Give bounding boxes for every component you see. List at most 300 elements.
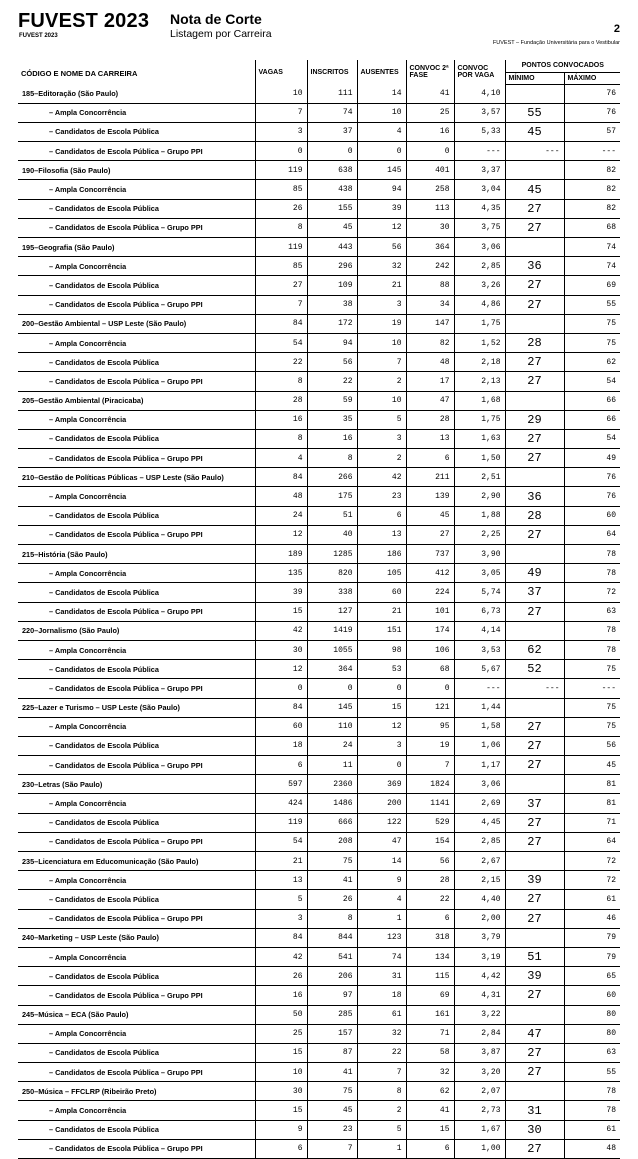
minimo-cell — [505, 1005, 564, 1024]
minimo-cell: 28 — [505, 506, 564, 525]
maximo-cell: 76 — [564, 84, 620, 103]
maximo-cell: 46 — [564, 909, 620, 928]
course-name: – Candidatos de Escola Pública — [18, 276, 255, 295]
course-name: – Candidatos de Escola Pública – Grupo PPI — [18, 295, 255, 314]
maximo-cell: 76 — [564, 103, 620, 122]
course-name: 250–Música – FFCLRP (Ribeirão Preto) — [18, 1082, 255, 1101]
quota-row — [18, 353, 620, 372]
convoc-2-fase-cell: 58 — [406, 1043, 454, 1062]
minimo-cell — [505, 161, 564, 180]
header-inscritos: INSCRITOS — [307, 60, 357, 84]
inscritos-cell: 26 — [307, 890, 357, 909]
maximo-cell: 45 — [564, 756, 620, 775]
maximo-cell: 74 — [564, 238, 620, 257]
minimo-cell: 45 — [505, 122, 564, 141]
convoc-2-fase-cell: 28 — [406, 871, 454, 890]
inscritos-cell: 8 — [307, 909, 357, 928]
maximo-cell: 75 — [564, 717, 620, 736]
ausentes-cell: 32 — [357, 257, 406, 276]
course-name: – Candidatos de Escola Pública – Grupo PPI — [18, 679, 255, 698]
vagas-cell: 10 — [255, 84, 307, 103]
maximo-cell: 60 — [564, 506, 620, 525]
minimo-cell: 28 — [505, 333, 564, 352]
inscritos-cell: 75 — [307, 852, 357, 871]
inscritos-cell: 844 — [307, 928, 357, 947]
convoc-por-vaga-cell: 1,17 — [454, 756, 505, 775]
convoc-2-fase-cell: 224 — [406, 583, 454, 602]
course-name: – Candidatos de Escola Pública – Grupo PPI — [18, 218, 255, 237]
results-table — [18, 60, 620, 1159]
inscritos-cell: 7 — [307, 1139, 357, 1158]
convoc-por-vaga-cell: 2,90 — [454, 487, 505, 506]
vagas-cell: 84 — [255, 928, 307, 947]
quota-row — [18, 122, 620, 141]
vagas-cell: 6 — [255, 756, 307, 775]
vagas-cell: 6 — [255, 1139, 307, 1158]
minimo-cell: 27 — [505, 813, 564, 832]
course-name: – Candidatos de Escola Pública – Grupo PPI — [18, 986, 255, 1005]
vagas-cell: 7 — [255, 103, 307, 122]
quota-row — [18, 813, 620, 832]
convoc-2-fase-cell: 412 — [406, 564, 454, 583]
course-name: 205–Gestão Ambiental (Piracicaba) — [18, 391, 255, 410]
course-name: – Candidatos de Escola Pública – Grupo PPI — [18, 756, 255, 775]
inscritos-cell: 11 — [307, 756, 357, 775]
minimo-cell: 27 — [505, 602, 564, 621]
ausentes-cell: 18 — [357, 986, 406, 1005]
convoc-2-fase-cell: 364 — [406, 238, 454, 257]
convoc-por-vaga-cell: 2,18 — [454, 353, 505, 372]
course-name: – Ampla Concorrência — [18, 410, 255, 429]
quota-row — [18, 909, 620, 928]
quota-row — [18, 180, 620, 199]
inscritos-cell: 438 — [307, 180, 357, 199]
maximo-cell: 49 — [564, 449, 620, 468]
course-name: – Candidatos de Escola Pública – Grupo PPI — [18, 602, 255, 621]
convoc-2-fase-cell: 34 — [406, 295, 454, 314]
inscritos-cell: 1419 — [307, 621, 357, 640]
maximo-cell: 60 — [564, 986, 620, 1005]
course-name: – Candidatos de Escola Pública – Grupo PPI — [18, 525, 255, 544]
inscritos-cell: 110 — [307, 717, 357, 736]
convoc-por-vaga-cell: 3,87 — [454, 1043, 505, 1062]
ausentes-cell: 19 — [357, 314, 406, 333]
minimo-cell: 27 — [505, 756, 564, 775]
inscritos-cell: 157 — [307, 1024, 357, 1043]
convoc-2-fase-cell: 19 — [406, 736, 454, 755]
ausentes-cell: 12 — [357, 717, 406, 736]
maximo-cell: 79 — [564, 928, 620, 947]
convoc-2-fase-cell: 41 — [406, 1101, 454, 1120]
ausentes-cell: 105 — [357, 564, 406, 583]
vagas-cell: 21 — [255, 852, 307, 871]
ausentes-cell: 5 — [357, 1120, 406, 1139]
maximo-cell: 76 — [564, 487, 620, 506]
quota-row — [18, 986, 620, 1005]
ausentes-cell: 2 — [357, 449, 406, 468]
minimo-cell — [505, 1082, 564, 1101]
inscritos-cell: 94 — [307, 333, 357, 352]
inscritos-cell: 51 — [307, 506, 357, 525]
vagas-cell: 5 — [255, 890, 307, 909]
course-name: – Candidatos de Escola Pública – Grupo PPI — [18, 1063, 255, 1082]
course-name: – Candidatos de Escola Pública — [18, 660, 255, 679]
career-row — [18, 468, 620, 487]
career-row — [18, 621, 620, 640]
maximo-cell: 81 — [564, 775, 620, 794]
maximo-cell: 79 — [564, 947, 620, 966]
vagas-cell: 15 — [255, 602, 307, 621]
vagas-cell: 10 — [255, 1063, 307, 1082]
vagas-cell: 42 — [255, 947, 307, 966]
ausentes-cell: 145 — [357, 161, 406, 180]
ausentes-cell: 60 — [357, 583, 406, 602]
quota-row — [18, 1063, 620, 1082]
convoc-2-fase-cell: 737 — [406, 545, 454, 564]
vagas-cell: 12 — [255, 660, 307, 679]
inscritos-cell: 541 — [307, 947, 357, 966]
ausentes-cell: 4 — [357, 122, 406, 141]
minimo-cell: 62 — [505, 640, 564, 659]
career-row — [18, 1005, 620, 1024]
convoc-2-fase-cell: 115 — [406, 967, 454, 986]
convoc-2-fase-cell: 71 — [406, 1024, 454, 1043]
vagas-cell: 18 — [255, 736, 307, 755]
minimo-cell: 27 — [505, 372, 564, 391]
convoc-por-vaga-cell: 2,85 — [454, 832, 505, 851]
convoc-2-fase-cell: 174 — [406, 621, 454, 640]
vagas-cell: 85 — [255, 180, 307, 199]
inscritos-cell: 206 — [307, 967, 357, 986]
inscritos-cell: 2360 — [307, 775, 357, 794]
inscritos-cell: 40 — [307, 525, 357, 544]
course-name: – Candidatos de Escola Pública – Grupo PPI — [18, 142, 255, 161]
vagas-cell: 26 — [255, 199, 307, 218]
maximo-cell: 75 — [564, 314, 620, 333]
table-header — [18, 60, 620, 84]
maximo-cell: 80 — [564, 1024, 620, 1043]
minimo-cell: 30 — [505, 1120, 564, 1139]
inscritos-cell: 87 — [307, 1043, 357, 1062]
convoc-por-vaga-cell: 3,53 — [454, 640, 505, 659]
convoc-por-vaga-cell: 2,51 — [454, 468, 505, 487]
course-name: – Ampla Concorrência — [18, 1024, 255, 1043]
quota-row — [18, 218, 620, 237]
minimo-cell — [505, 468, 564, 487]
ausentes-cell: 10 — [357, 103, 406, 122]
course-name: 215–História (São Paulo) — [18, 545, 255, 564]
convoc-por-vaga-cell: 2,84 — [454, 1024, 505, 1043]
header-maximo: MÁXIMO — [564, 72, 620, 84]
convoc-por-vaga-cell: 1,68 — [454, 391, 505, 410]
maximo-cell: 64 — [564, 832, 620, 851]
maximo-cell: 64 — [564, 525, 620, 544]
convoc-2-fase-cell: 6 — [406, 1139, 454, 1158]
ausentes-cell: 39 — [357, 199, 406, 218]
inscritos-cell: 208 — [307, 832, 357, 851]
maximo-cell: 80 — [564, 1005, 620, 1024]
minimo-cell: 39 — [505, 871, 564, 890]
vagas-cell: 24 — [255, 506, 307, 525]
ausentes-cell: 32 — [357, 1024, 406, 1043]
ausentes-cell: 200 — [357, 794, 406, 813]
minimo-cell: 27 — [505, 353, 564, 372]
convoc-por-vaga-cell: 3,22 — [454, 1005, 505, 1024]
quota-row — [18, 276, 620, 295]
course-name: 220–Jornalismo (São Paulo) — [18, 621, 255, 640]
vagas-cell: 84 — [255, 698, 307, 717]
convoc-2-fase-cell: 401 — [406, 161, 454, 180]
inscritos-cell: 41 — [307, 1063, 357, 1082]
maximo-cell: 63 — [564, 1043, 620, 1062]
ausentes-cell: 7 — [357, 1063, 406, 1082]
inscritos-cell: 666 — [307, 813, 357, 832]
minimo-cell: 52 — [505, 660, 564, 679]
career-row — [18, 698, 620, 717]
organization-name: FUVEST – Fundação Universitária para o Vestibular — [492, 40, 620, 46]
minimo-cell: 55 — [505, 103, 564, 122]
course-name: – Candidatos de Escola Pública — [18, 353, 255, 372]
vagas-cell: 54 — [255, 333, 307, 352]
inscritos-cell: 45 — [307, 218, 357, 237]
convoc-por-vaga-cell: 1,00 — [454, 1139, 505, 1158]
course-name: 245–Música – ECA (São Paulo) — [18, 1005, 255, 1024]
ausentes-cell: 14 — [357, 852, 406, 871]
convoc-2-fase-cell: 147 — [406, 314, 454, 333]
convoc-por-vaga-cell: 3,26 — [454, 276, 505, 295]
convoc-por-vaga-cell: 4,31 — [454, 986, 505, 1005]
maximo-cell: 82 — [564, 180, 620, 199]
convoc-2-fase-cell: 258 — [406, 180, 454, 199]
maximo-cell: --- — [564, 142, 620, 161]
minimo-cell: 27 — [505, 1139, 564, 1158]
convoc-por-vaga-cell: 3,75 — [454, 218, 505, 237]
vagas-cell: 16 — [255, 410, 307, 429]
maximo-cell: 54 — [564, 429, 620, 448]
maximo-cell: 74 — [564, 257, 620, 276]
minimo-cell: 39 — [505, 967, 564, 986]
convoc-por-vaga-cell: 5,67 — [454, 660, 505, 679]
quota-row — [18, 1139, 620, 1158]
career-row — [18, 775, 620, 794]
maximo-cell: 55 — [564, 1063, 620, 1082]
vagas-cell: 60 — [255, 717, 307, 736]
inscritos-cell: 109 — [307, 276, 357, 295]
ausentes-cell: 3 — [357, 295, 406, 314]
convoc-2-fase-cell: 88 — [406, 276, 454, 295]
convoc-por-vaga-cell: 4,40 — [454, 890, 505, 909]
minimo-cell: 36 — [505, 487, 564, 506]
convoc-2-fase-cell: 69 — [406, 986, 454, 1005]
maximo-cell: 72 — [564, 852, 620, 871]
minimo-cell: 27 — [505, 525, 564, 544]
convoc-2-fase-cell: 134 — [406, 947, 454, 966]
ausentes-cell: 14 — [357, 84, 406, 103]
quota-row — [18, 257, 620, 276]
convoc-2-fase-cell: 62 — [406, 1082, 454, 1101]
course-name: – Candidatos de Escola Pública — [18, 429, 255, 448]
maximo-cell: 54 — [564, 372, 620, 391]
vagas-cell: 0 — [255, 142, 307, 161]
convoc-por-vaga-cell: 4,45 — [454, 813, 505, 832]
inscritos-cell: 97 — [307, 986, 357, 1005]
career-row — [18, 545, 620, 564]
vagas-cell: 30 — [255, 640, 307, 659]
convoc-2-fase-cell: 139 — [406, 487, 454, 506]
header-convoc-por-vaga: CONVOC POR VAGA — [454, 60, 505, 84]
maximo-cell: 65 — [564, 967, 620, 986]
vagas-cell: 135 — [255, 564, 307, 583]
ausentes-cell: 369 — [357, 775, 406, 794]
header-ausentes: AUSENTES — [357, 60, 406, 84]
convoc-por-vaga-cell: 2,85 — [454, 257, 505, 276]
convoc-por-vaga-cell: 3,04 — [454, 180, 505, 199]
maximo-cell: 78 — [564, 1101, 620, 1120]
quota-row — [18, 660, 620, 679]
inscritos-cell: 0 — [307, 142, 357, 161]
inscritos-cell: 285 — [307, 1005, 357, 1024]
course-name: – Ampla Concorrência — [18, 180, 255, 199]
minimo-cell — [505, 84, 564, 103]
minimo-cell: 29 — [505, 410, 564, 429]
maximo-cell: 61 — [564, 890, 620, 909]
inscritos-cell: 155 — [307, 199, 357, 218]
quota-row — [18, 333, 620, 352]
quota-row — [18, 1120, 620, 1139]
convoc-por-vaga-cell: 3,79 — [454, 928, 505, 947]
vagas-cell: 119 — [255, 161, 307, 180]
vagas-cell: 13 — [255, 871, 307, 890]
quota-row — [18, 429, 620, 448]
course-name: – Ampla Concorrência — [18, 103, 255, 122]
course-name: 190–Filosofia (São Paulo) — [18, 161, 255, 180]
convoc-2-fase-cell: 68 — [406, 660, 454, 679]
quota-row — [18, 103, 620, 122]
quota-row — [18, 736, 620, 755]
convoc-por-vaga-cell: 4,42 — [454, 967, 505, 986]
vagas-cell: 15 — [255, 1043, 307, 1062]
inscritos-cell: 296 — [307, 257, 357, 276]
maximo-cell: 75 — [564, 333, 620, 352]
course-name: 230–Letras (São Paulo) — [18, 775, 255, 794]
table-body — [18, 84, 620, 1159]
convoc-por-vaga-cell: 4,10 — [454, 84, 505, 103]
convoc-por-vaga-cell: 4,35 — [454, 199, 505, 218]
minimo-cell: 27 — [505, 1063, 564, 1082]
minimo-cell: 27 — [505, 429, 564, 448]
inscritos-cell: 175 — [307, 487, 357, 506]
minimo-cell: 27 — [505, 276, 564, 295]
vagas-cell: 9 — [255, 1120, 307, 1139]
convoc-por-vaga-cell: 2,15 — [454, 871, 505, 890]
course-name: – Candidatos de Escola Pública – Grupo PPI — [18, 449, 255, 468]
vagas-cell: 8 — [255, 429, 307, 448]
convoc-2-fase-cell: 15 — [406, 1120, 454, 1139]
maximo-cell: 66 — [564, 391, 620, 410]
vagas-cell: 84 — [255, 314, 307, 333]
ausentes-cell: 0 — [357, 756, 406, 775]
convoc-por-vaga-cell: 1,50 — [454, 449, 505, 468]
career-row — [18, 852, 620, 871]
page-number: 2 — [613, 23, 620, 35]
ausentes-cell: 53 — [357, 660, 406, 679]
vagas-cell: 39 — [255, 583, 307, 602]
convoc-2-fase-cell: 17 — [406, 372, 454, 391]
quota-row — [18, 1043, 620, 1062]
quota-row — [18, 564, 620, 583]
maximo-cell: 75 — [564, 698, 620, 717]
maximo-cell: 68 — [564, 218, 620, 237]
quota-row — [18, 640, 620, 659]
inscritos-cell: 145 — [307, 698, 357, 717]
maximo-cell: 61 — [564, 1120, 620, 1139]
minimo-cell: 36 — [505, 257, 564, 276]
quota-row — [18, 372, 620, 391]
quota-row — [18, 487, 620, 506]
convoc-2-fase-cell: 48 — [406, 353, 454, 372]
vagas-cell: 3 — [255, 122, 307, 141]
ausentes-cell: 3 — [357, 429, 406, 448]
convoc-por-vaga-cell: 2,07 — [454, 1082, 505, 1101]
vagas-cell: 4 — [255, 449, 307, 468]
ausentes-cell: 8 — [357, 1082, 406, 1101]
convoc-por-vaga-cell: --- — [454, 679, 505, 698]
convoc-2-fase-cell: 95 — [406, 717, 454, 736]
minimo-cell — [505, 238, 564, 257]
course-name: – Candidatos de Escola Pública — [18, 506, 255, 525]
convoc-por-vaga-cell: 2,13 — [454, 372, 505, 391]
quota-row — [18, 602, 620, 621]
maximo-cell: 76 — [564, 468, 620, 487]
convoc-por-vaga-cell: 3,57 — [454, 103, 505, 122]
maximo-cell: 78 — [564, 564, 620, 583]
course-name: – Candidatos de Escola Pública — [18, 1120, 255, 1139]
minimo-cell: 49 — [505, 564, 564, 583]
convoc-2-fase-cell: 27 — [406, 525, 454, 544]
convoc-2-fase-cell: 7 — [406, 756, 454, 775]
quota-row — [18, 832, 620, 851]
page-header — [18, 10, 620, 50]
course-name: – Ampla Concorrência — [18, 1101, 255, 1120]
convoc-por-vaga-cell: 3,19 — [454, 947, 505, 966]
convoc-2-fase-cell: 6 — [406, 449, 454, 468]
course-name: – Ampla Concorrência — [18, 487, 255, 506]
maximo-cell: 81 — [564, 794, 620, 813]
inscritos-cell: 38 — [307, 295, 357, 314]
quota-row — [18, 506, 620, 525]
ausentes-cell: 151 — [357, 621, 406, 640]
convoc-por-vaga-cell: 1,06 — [454, 736, 505, 755]
ausentes-cell: 94 — [357, 180, 406, 199]
inscritos-cell: 127 — [307, 602, 357, 621]
minimo-cell — [505, 545, 564, 564]
ausentes-cell: 4 — [357, 890, 406, 909]
minimo-cell: --- — [505, 142, 564, 161]
inscritos-cell: 22 — [307, 372, 357, 391]
ausentes-cell: 31 — [357, 967, 406, 986]
course-name: 225–Lazer e Turismo – USP Leste (São Paulo) — [18, 698, 255, 717]
convoc-por-vaga-cell: 1,67 — [454, 1120, 505, 1139]
inscritos-cell: 1055 — [307, 640, 357, 659]
convoc-por-vaga-cell: 2,25 — [454, 525, 505, 544]
quota-row — [18, 199, 620, 218]
inscritos-cell: 56 — [307, 353, 357, 372]
ausentes-cell: 9 — [357, 871, 406, 890]
inscritos-cell: 75 — [307, 1082, 357, 1101]
vagas-cell: 424 — [255, 794, 307, 813]
course-name: 195–Geografia (São Paulo) — [18, 238, 255, 257]
minimo-cell — [505, 775, 564, 794]
